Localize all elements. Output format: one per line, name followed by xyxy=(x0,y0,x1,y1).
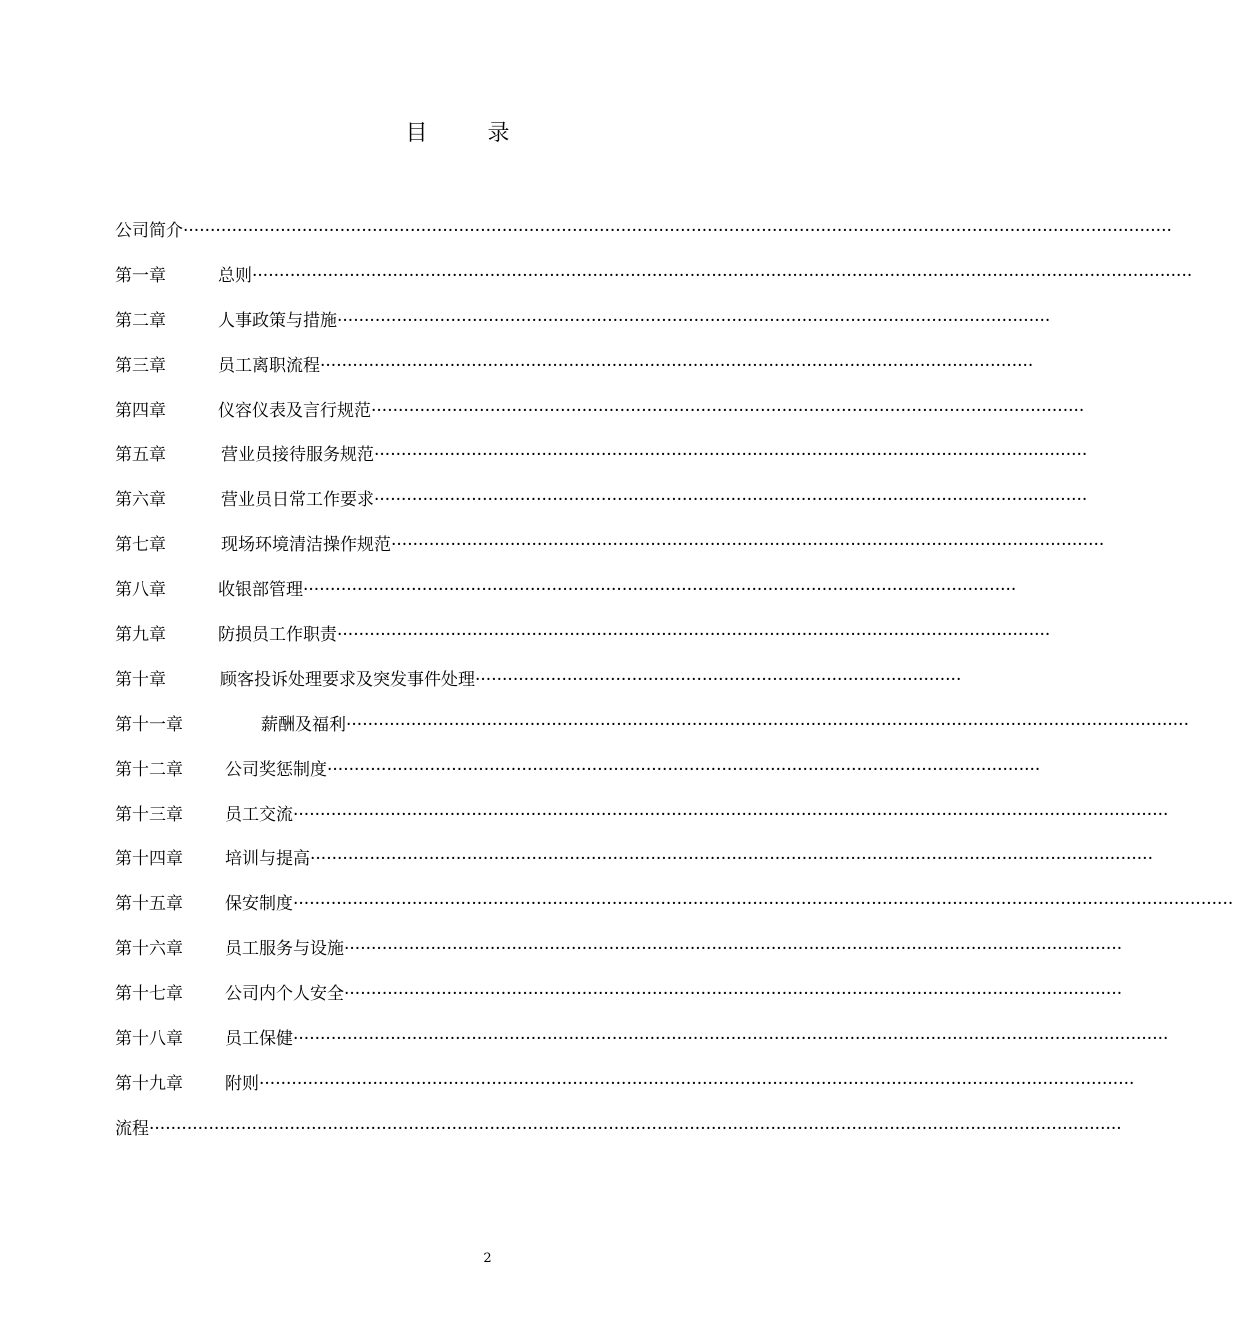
toc-chapter: 第三章 xyxy=(115,355,166,376)
toc-leader: ···································································································································· xyxy=(320,355,1034,376)
toc-item[interactable] xyxy=(115,889,1233,934)
toc-leader: ·································································································································································· xyxy=(293,804,1169,825)
toc-leader: ···································································································································· xyxy=(337,625,1051,646)
toc-title: 员工保健 xyxy=(225,1029,293,1050)
toc-chapter: 第十一章 xyxy=(115,714,183,735)
toc-leader: ················································································································································ xyxy=(344,984,1123,1005)
toc-chapter: 第十六章 xyxy=(115,939,183,960)
page-title: 目录 xyxy=(405,121,570,146)
toc-chapter: 第十七章 xyxy=(115,984,183,1005)
toc-title: 公司简介 xyxy=(115,221,183,241)
page-number: 2 xyxy=(483,1251,492,1266)
toc-title: 公司内个人安全 xyxy=(225,984,344,1005)
toc-chapter: 第二章 xyxy=(115,310,166,331)
toc-chapter: 第八章 xyxy=(115,580,166,601)
toc-leader: ················································································································································ xyxy=(344,939,1123,960)
toc-leader: ···································································································································· xyxy=(303,580,1017,601)
toc-item[interactable] xyxy=(115,934,1123,979)
toc-chapter: 第十四章 xyxy=(115,849,183,870)
toc-item[interactable] xyxy=(115,710,1189,755)
toc-chapter: 第六章 xyxy=(115,490,166,511)
toc-chapter: 第五章 xyxy=(115,445,166,466)
toc-leader: ·············································································································································································· xyxy=(252,265,1193,286)
toc-title: 员工交流 xyxy=(225,804,293,825)
toc-leader: ·························································································· xyxy=(475,669,962,690)
toc-item[interactable] xyxy=(115,306,1051,351)
toc-title: 公司奖惩制度 xyxy=(225,759,327,780)
toc-chapter: 第十五章 xyxy=(115,894,183,915)
toc-item[interactable] xyxy=(115,530,1105,575)
toc-leader: ·············································································································································································· xyxy=(293,894,1233,915)
toc-title: 培训与提高 xyxy=(225,849,310,870)
toc-title: 营业员日常工作要求 xyxy=(221,490,374,511)
toc-item[interactable] xyxy=(115,665,962,710)
toc-chapter: 第十八章 xyxy=(115,1029,183,1050)
toc-title: 员工离职流程 xyxy=(218,355,320,376)
toc-item[interactable] xyxy=(115,620,1051,665)
toc-leader: ···························································································································································· xyxy=(310,849,1153,870)
toc-chapter: 第七章 xyxy=(115,535,166,556)
toc-chapter: 第十二章 xyxy=(115,759,183,780)
toc-item[interactable] xyxy=(115,261,1193,306)
toc-leader: ···························································································································································· xyxy=(346,714,1189,735)
toc-title: 现场环境清洁操作规范 xyxy=(221,535,391,556)
toc-item[interactable] xyxy=(115,575,1017,620)
toc-title: 保安制度 xyxy=(225,894,293,915)
toc-leader: ···································································································································· xyxy=(327,759,1041,780)
toc-leader: ···················································································································································································· xyxy=(149,1118,1122,1139)
toc-item[interactable] xyxy=(115,844,1153,889)
toc-title: 员工服务与设施 xyxy=(225,939,344,960)
toc-chapter: 第十章 xyxy=(115,669,166,690)
toc-item[interactable] xyxy=(115,755,1041,800)
toc-leader: ···································································································································· xyxy=(371,400,1085,421)
toc-item[interactable] xyxy=(115,440,1088,485)
toc-chapter: 第一章 xyxy=(115,265,166,286)
toc-leader: ······················································································································································································· xyxy=(183,221,1172,241)
toc-item[interactable] xyxy=(115,351,1034,396)
toc-chapter: 第九章 xyxy=(115,625,166,646)
toc-item[interactable] xyxy=(115,1024,1169,1069)
toc-item[interactable] xyxy=(115,800,1169,845)
toc-item[interactable] xyxy=(115,485,1088,530)
table-of-contents xyxy=(115,216,1233,1159)
toc-title: 营业员接待服务规范 xyxy=(221,445,374,466)
toc-leader: ···································································································································· xyxy=(374,445,1088,466)
toc-item[interactable] xyxy=(115,1069,1135,1114)
toc-title: 顾客投诉处理要求及突发事件处理 xyxy=(220,669,475,690)
toc-leader: ···································································································································· xyxy=(391,535,1105,556)
toc-title: 薪酬及福利 xyxy=(261,714,346,735)
toc-title: 总则 xyxy=(218,265,252,286)
toc-title: 收银部管理 xyxy=(218,580,303,601)
toc-chapter: 第四章 xyxy=(115,400,166,421)
toc-leader: ·································································································································································· xyxy=(293,1029,1169,1050)
toc-leader: ·································································································································································· xyxy=(259,1073,1135,1094)
toc-title: 仪容仪表及言行规范 xyxy=(218,400,371,421)
toc-title: 流程 xyxy=(115,1118,149,1139)
toc-item[interactable] xyxy=(115,396,1085,441)
toc-item[interactable] xyxy=(115,979,1123,1024)
toc-title: 附则 xyxy=(225,1073,259,1094)
toc-leader: ···································································································································· xyxy=(374,490,1088,511)
toc-title: 人事政策与措施 xyxy=(218,310,337,331)
toc-item[interactable] xyxy=(115,1114,1122,1159)
toc-chapter: 第十九章 xyxy=(115,1073,183,1094)
toc-chapter: 第十三章 xyxy=(115,804,183,825)
toc-item[interactable] xyxy=(115,216,1172,261)
toc-leader: ···································································································································· xyxy=(337,310,1051,331)
toc-title: 防损员工作职责 xyxy=(218,625,337,646)
